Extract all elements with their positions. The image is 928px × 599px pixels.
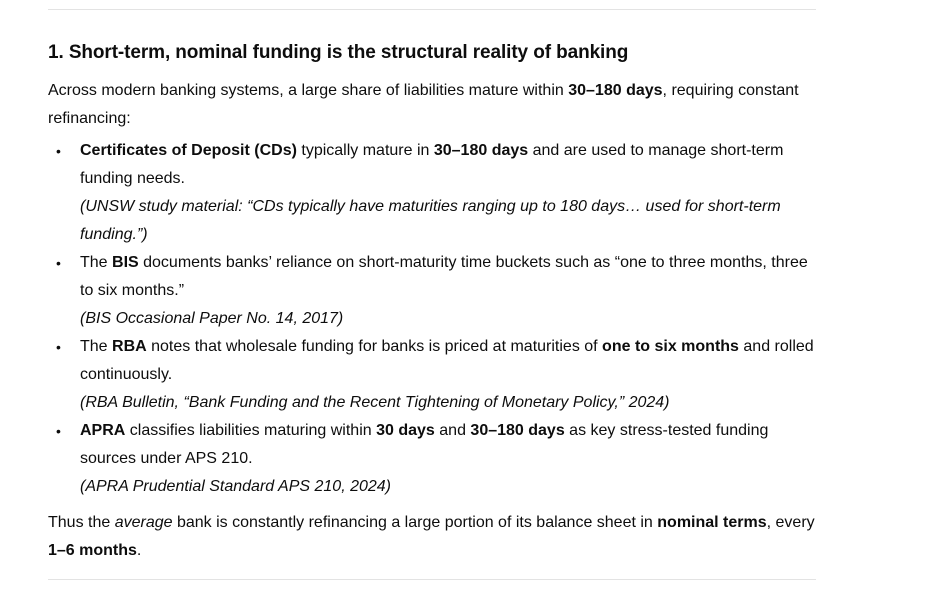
summary-paragraph — [48, 509, 816, 565]
list-item-cds — [48, 137, 816, 249]
bullet-marker: • — [56, 423, 61, 439]
item-citation: (UNSW study material: “CDs typically have maturities ranging up to 180 days… used for short-term funding.”) — [80, 198, 781, 243]
bullet-marker: • — [56, 255, 61, 271]
bottom-divider — [48, 579, 816, 580]
item-bold: 30–180 days — [433, 142, 529, 159]
item-text: and are used to manage short-term funding needs. — [80, 142, 784, 187]
top-divider — [48, 9, 816, 10]
item-bold: APRA — [80, 422, 126, 439]
item-text: The — [80, 254, 113, 271]
item-text: notes that wholesale funding for banks is priced at maturities of — [146, 338, 603, 355]
summary-italic: average — [114, 514, 173, 531]
item-citation: (APRA Prudential Standard APS 210, 2024) — [80, 478, 391, 495]
intro-text: Across modern banking systems, a large share of liabilities mature within — [48, 82, 569, 99]
summary-text: , every — [766, 514, 815, 531]
evidence-list — [48, 137, 816, 501]
item-bold: RBA — [112, 338, 147, 355]
intro-paragraph — [48, 77, 816, 133]
item-bold: Certificates of Deposit (CDs) — [80, 142, 297, 159]
item-text: classifies liabilities maturing within — [125, 422, 377, 439]
summary-text: Thus the — [48, 514, 115, 531]
item-text: documents banks’ reliance on short-maturity time buckets such as “one to three months, three to six months.” — [80, 254, 808, 299]
document-content — [48, 0, 816, 580]
list-item-apra — [48, 417, 816, 501]
item-bold: 30–180 days — [470, 422, 565, 439]
item-bold: 30 days — [376, 422, 435, 439]
summary-text: bank is constantly refinancing a large portion of its balance sheet in — [172, 514, 658, 531]
bullet-marker: • — [56, 143, 61, 159]
item-text: as key stress-tested funding sources under APS 210. — [80, 422, 769, 467]
item-text: and — [434, 422, 471, 439]
list-item-rba — [48, 333, 816, 417]
item-text: typically mature in — [296, 142, 434, 159]
summary-text: . — [136, 542, 142, 559]
list-item-bis — [48, 249, 816, 333]
summary-bold: nominal terms — [657, 514, 767, 531]
bullet-marker: • — [56, 339, 61, 355]
item-bold: BIS — [112, 254, 139, 271]
section-heading: 1. Short-term, nominal funding is the structural reality of banking — [48, 42, 629, 63]
intro-text-2: , requiring constant refinancing: — [48, 82, 799, 127]
item-citation: (BIS Occasional Paper No. 14, 2017) — [80, 310, 344, 327]
summary-bold: 1–6 months — [48, 542, 137, 559]
item-text: and rolled continuously. — [80, 338, 814, 383]
item-bold: one to six months — [602, 338, 739, 355]
item-citation: (RBA Bulletin, “Bank Funding and the Recent Tightening of Monetary Policy,” 2024) — [80, 394, 670, 411]
item-text: The — [80, 338, 113, 355]
intro-bold: 30–180 days — [568, 82, 663, 99]
